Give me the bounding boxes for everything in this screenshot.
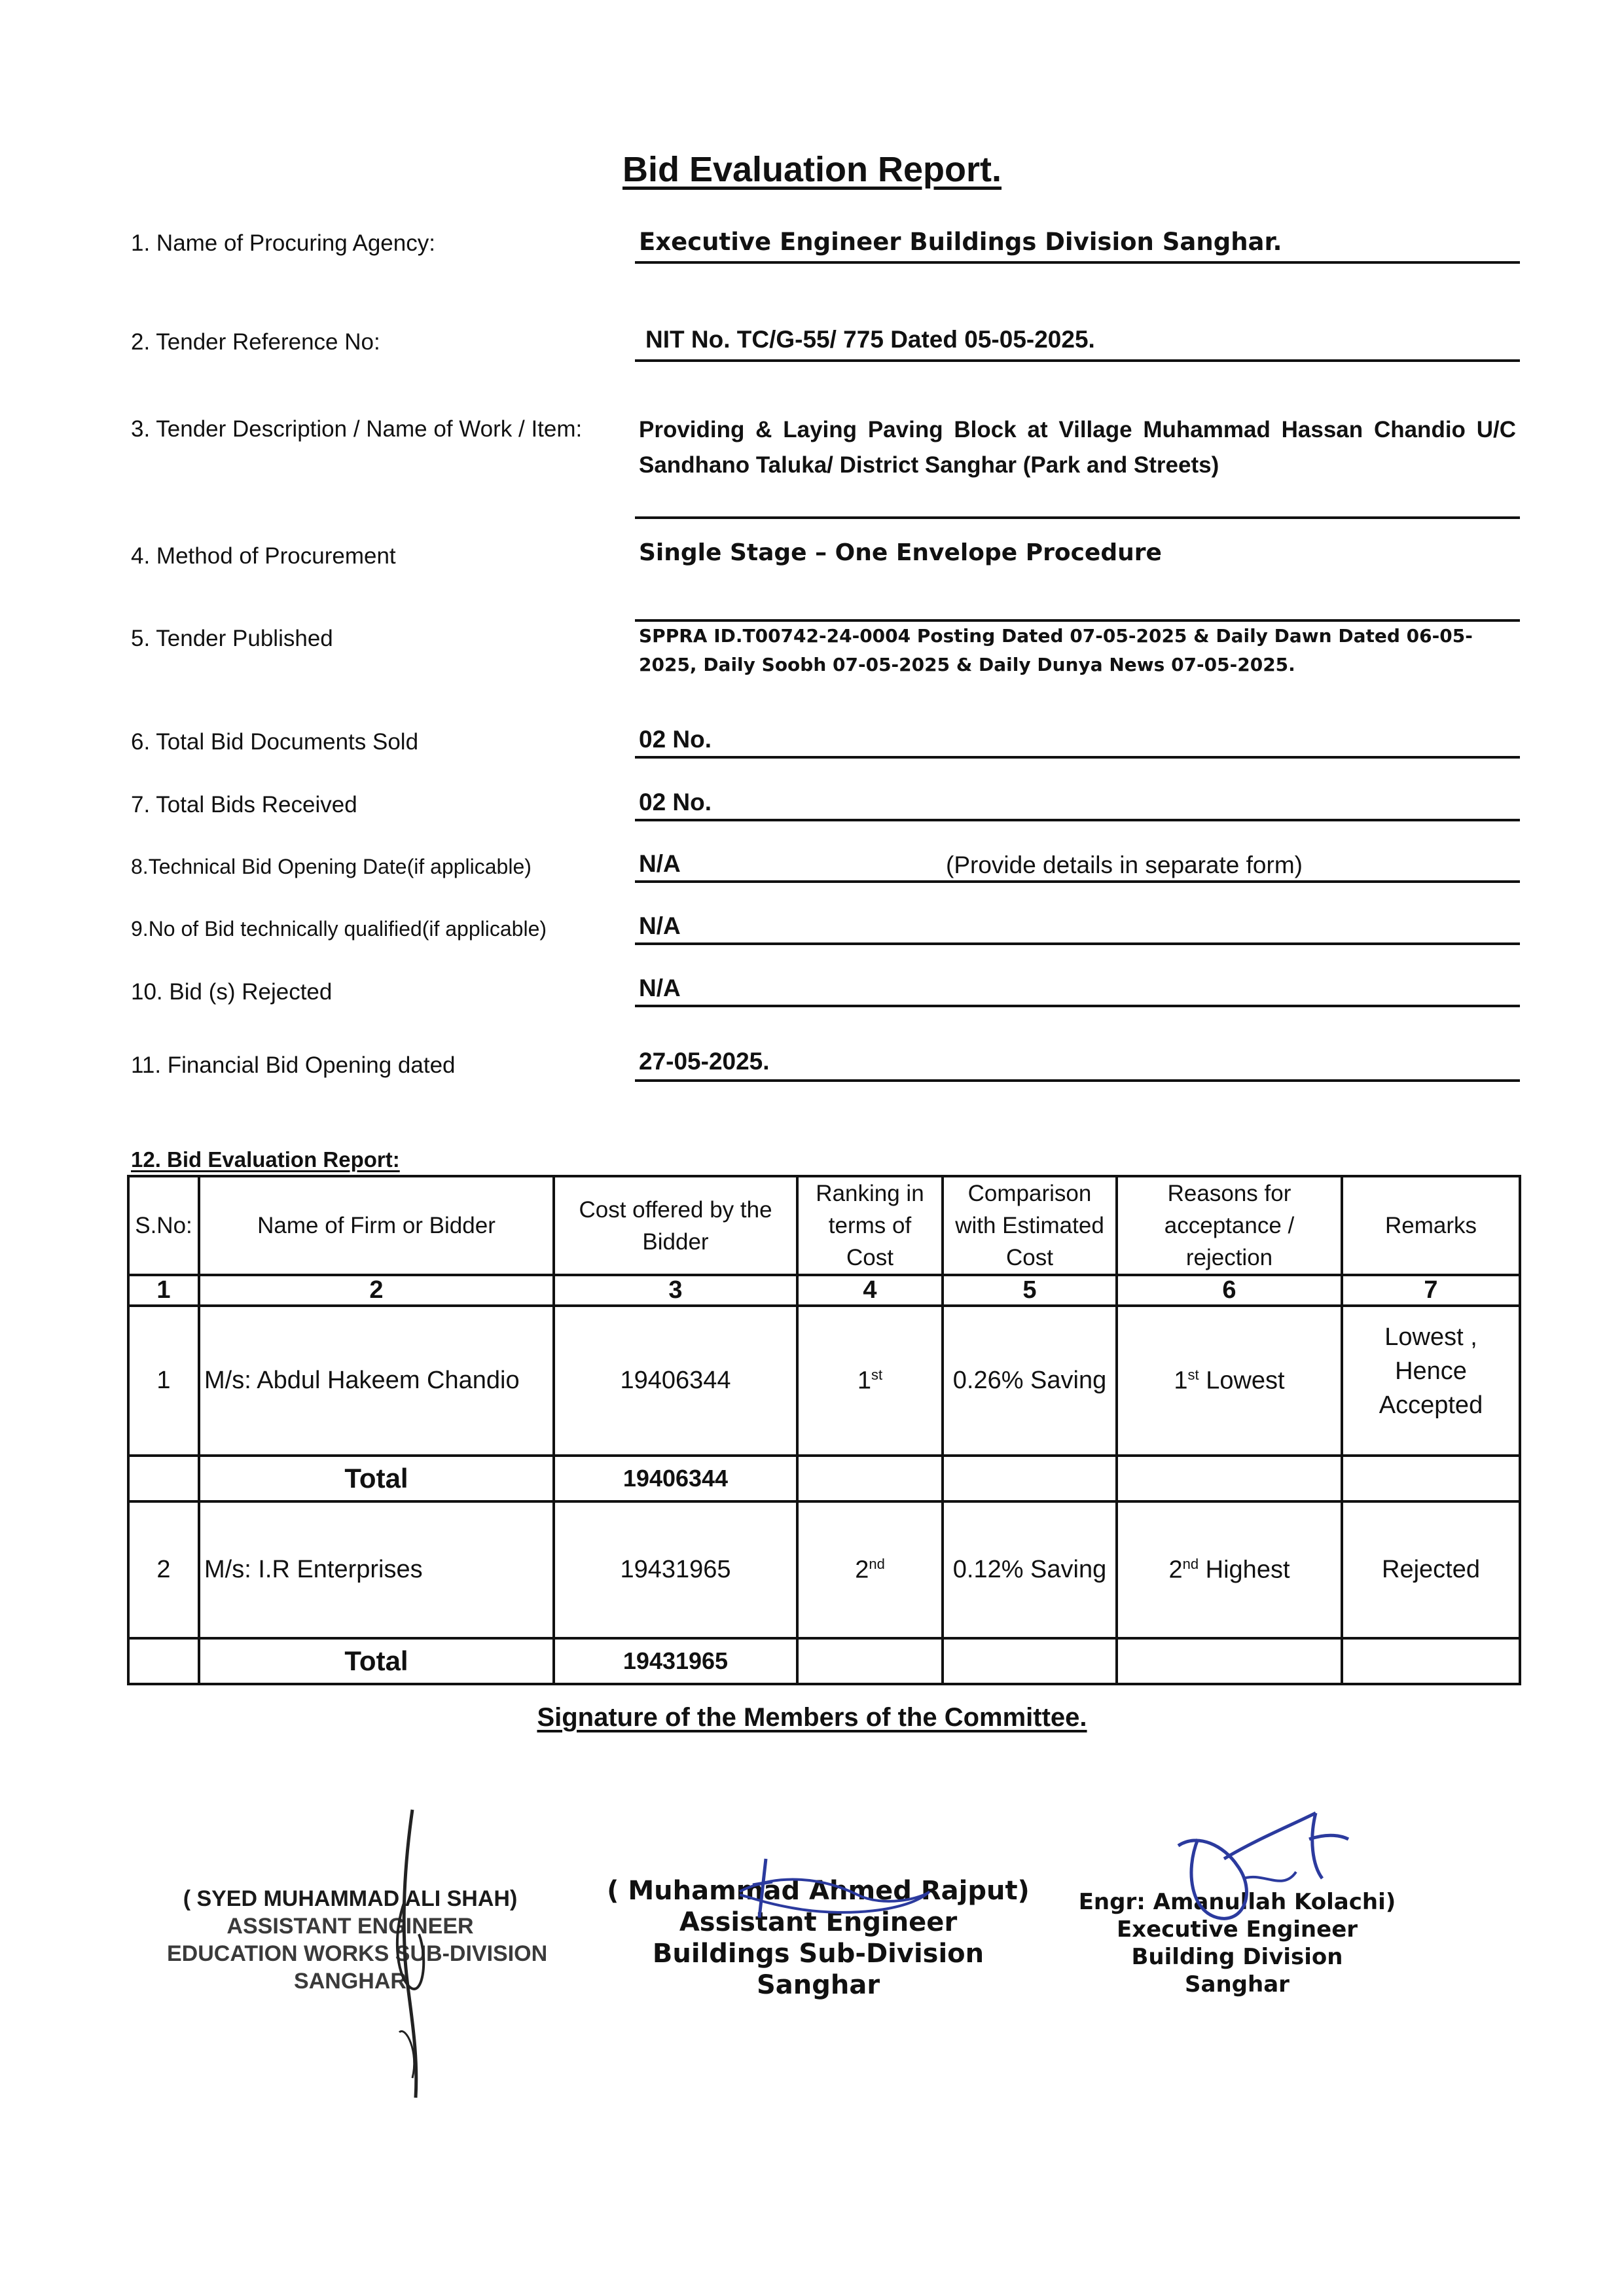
field-label-technically-qualified: 9.No of Bid technically qualified(if applicable) [131,917,547,941]
column-number-row [128,1275,1520,1306]
column-number: 2 [199,1275,554,1306]
field-label-bids-received: 7. Total Bids Received [131,792,357,817]
section-heading-bid-evaluation: 12. Bid Evaluation Report: [131,1147,400,1172]
signatory-line: Sanghar [756,1970,880,2000]
cell-comparison: 0.12% Saving [943,1501,1117,1638]
field-value-technically-qualified: N/A [635,912,1520,945]
table-row [128,1501,1520,1638]
total-value: 19406344 [554,1456,797,1501]
field-label-procuring-agency: 1. Name of Procuring Agency: [131,230,435,256]
column-number: 4 [797,1275,943,1306]
rank-number: 1 [857,1367,871,1395]
rank-suffix: st [871,1366,883,1383]
col-header-firm: Name of Firm or Bidder [199,1176,554,1275]
cell-cost: 19431965 [554,1501,797,1638]
field-label-documents-sold: 6. Total Bid Documents Sold [131,729,419,755]
col-header-ranking: Ranking in terms of Cost [797,1176,943,1275]
signatory-name: ( Muhammad Ahmed Rajput) [607,1876,1030,1906]
cell-cost: 19406344 [554,1306,797,1456]
field-value-technical-opening: N/A [635,850,1520,883]
total-label: Total [199,1638,554,1684]
reason-number: 1 [1174,1367,1188,1395]
field-label-bids-rejected: 10. Bid (s) Rejected [131,979,333,1005]
total-row [128,1638,1520,1684]
cell-remarks: Lowest , Hence Accepted [1342,1306,1520,1456]
column-number: 1 [128,1275,199,1306]
field-label-tender-reference: 2. Tender Reference No: [131,329,380,355]
col-header-cost: Cost offered by the Bidder [554,1176,797,1275]
field-label-tender-description: 3. Tender Description / Name of Work / Item: [131,416,583,442]
field-label-procurement-method: 4. Method of Procurement [131,543,396,569]
cell-sno: 2 [128,1501,199,1638]
reason-suffix: st [1187,1366,1199,1383]
signatory-name: ( SYED MUHAMMAD ALI SHAH) [183,1886,518,1911]
column-number: 7 [1342,1275,1520,1306]
field-value-bids-rejected: N/A [635,975,1520,1007]
col-header-sno: S.No: [128,1176,199,1275]
column-number: 6 [1117,1275,1342,1306]
cell-ranking [797,1501,943,1638]
signature-1 [367,1803,458,2111]
signature-3 [1159,1800,1355,1937]
bid-evaluation-table [127,1175,1521,1685]
reason-text: Highest [1199,1556,1290,1584]
cell-sno: 1 [128,1306,199,1456]
committee-heading: Signature of the Members of the Committee. [537,1703,1087,1732]
column-number: 3 [554,1275,797,1306]
reason-text: Lowest [1199,1367,1285,1395]
rank-suffix: nd [869,1555,885,1572]
cell-ranking [797,1306,943,1456]
signatory-line: Building Division [1131,1944,1343,1970]
signatory-line: Assistant Engineer [679,1907,958,1937]
field-value-procurement-method: Single Stage – One Envelope Procedure [635,539,1520,622]
field-value-financial-opening: 27-05-2025. [635,1048,1520,1082]
table-row [128,1306,1520,1456]
cell-reason [1117,1306,1342,1456]
field-value-tender-published: SPPRA ID.T00742-24-0004 Posting Dated 07-05-2025 & Daily Dawn Dated 06-05-2025, Daily Soobh 07-05-2025 & Daily Dunya News 07-05-2025. [639,625,1473,675]
total-label: Total [199,1456,554,1501]
signature-2 [727,1846,936,1931]
field-value-tender-description: Providing & Laying Paving Block at Village Muhammad Hassan Chandio U/C Sandhano Taluka/ District Sanghar (Park and Streets) [635,412,1520,519]
cell-reason [1117,1501,1342,1638]
page-title: Bid Evaluation Report. [622,150,1002,189]
reason-number: 2 [1168,1556,1183,1584]
signatory-stamp-1 [167,1885,548,1995]
signatory-name: Engr: Amanullah Kolachi) [1078,1889,1396,1915]
column-number: 5 [943,1275,1117,1306]
field-value-procuring-agency: Executive Engineer Buildings Division Sanghar. [635,228,1520,264]
col-header-reasons: Reasons for acceptance / rejection [1117,1176,1342,1275]
cell-remarks: Rejected [1342,1501,1520,1638]
cell-firm: M/s: Abdul Hakeem Chandio [199,1306,554,1456]
rank-number: 2 [855,1556,869,1584]
reason-suffix: nd [1182,1555,1199,1572]
cell-comparison: 0.26% Saving [943,1306,1117,1456]
signatory-line: Buildings Sub-Division [652,1939,984,1969]
signatory-line: EDUCATION WORKS SUB-DIVISION [167,1941,548,1966]
cell-firm: M/s: I.R Enterprises [199,1501,554,1638]
field-value-tender-reference: NIT No. TC/G-55/ 775 Dated 05-05-2025. [635,326,1520,362]
field-label-tender-published: 5. Tender Published [131,626,333,651]
table-header-row [128,1176,1520,1275]
signatory-line: Sanghar [1185,1971,1290,1998]
total-row [128,1456,1520,1501]
field-note-separate-form: (Provide details in separate form) [946,852,1303,878]
col-header-comparison: Comparison with Estimated Cost [943,1176,1117,1275]
field-label-technical-opening: 8.Technical Bid Opening Date(if applicable) [131,855,532,878]
signatory-line: ASSISTANT ENGINEER [226,1914,474,1939]
col-header-remarks: Remarks [1342,1176,1520,1275]
signatory-line: Executive Engineer [1116,1916,1358,1943]
field-value-documents-sold: 02 No. [635,726,1520,759]
signatory-line: SANGHAR [294,1969,406,1994]
total-value: 19431965 [554,1638,797,1684]
field-label-financial-opening: 11. Financial Bid Opening dated [131,1052,456,1078]
field-value-bids-received: 02 No. [635,789,1520,821]
